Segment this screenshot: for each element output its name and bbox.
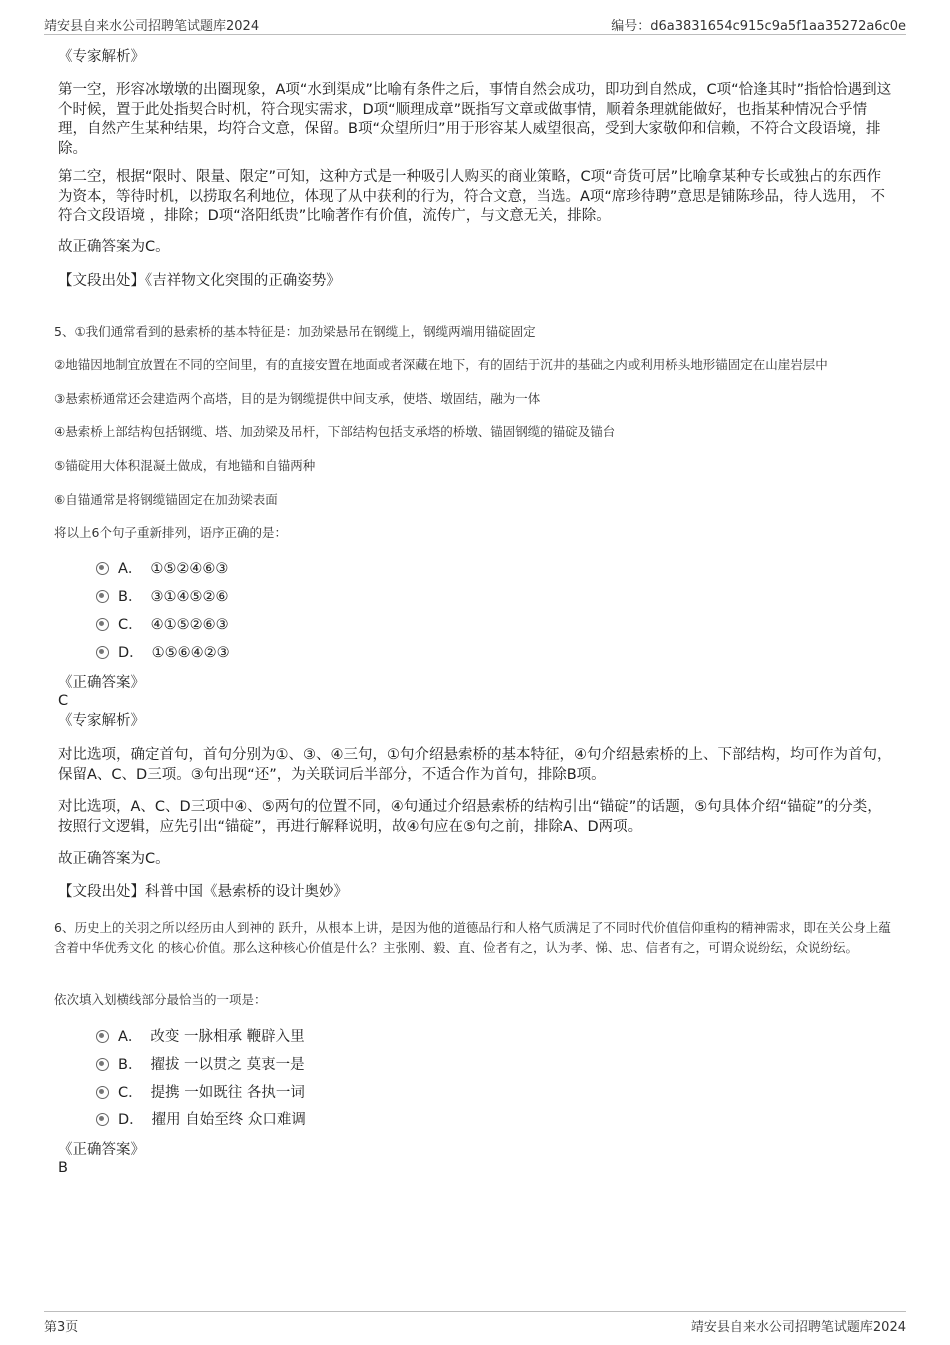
radio-icon[interactable] [96,1030,109,1043]
q5-sentence-3: ③悬索桥通常还会建造两个高塔，目的是为钢缆提供中间支承，使塔、墩固结，融为一体 [54,391,541,406]
q6-answer-label: 《正确答案》 [58,1142,145,1158]
q5-option-b[interactable]: B． ③①④⑤②⑥ [96,588,228,607]
radio-icon[interactable] [96,590,109,603]
q6-option-d[interactable]: D． 擢用 自始至终 众口难调 [96,1111,306,1130]
radio-icon[interactable] [96,1058,109,1071]
q5-answer: C [58,693,69,709]
q4-analysis-label: 《专家解析》 [58,49,145,65]
q6-prompt: 依次填入划横线部分最恰当的一项是： [54,992,267,1007]
q5-option-a[interactable]: A． ①⑤②④⑥③ [96,560,228,579]
footer-page-number: 第3页 [44,1320,79,1335]
q5-source: 【文段出处】科普中国《悬索桥的设计奥妙》 [58,884,348,900]
footer-title: 靖安县自来水公司招聘笔试题库2024 [690,1320,906,1335]
q5-sentence-2: ②地锚因地制宜放置在不同的空间里，有的直接安置在地面或者深藏在地下，有的固结于沉井的基础之内或利用桥头地形锚固定在山崖岩层中 [54,357,828,372]
q5-option-c[interactable]: C． ④①⑤②⑥③ [96,616,229,635]
q6-option-c[interactable]: C． 提携 一如既往 各执一词 [96,1084,305,1103]
q4-conclusion: 故正确答案为C。 [58,239,170,255]
q5-conclusion: 故正确答案为C。 [58,851,170,867]
radio-icon[interactable] [96,1113,109,1126]
q5-sentence-4: ④悬索桥上部结构包括钢缆、塔、加劲梁及吊杆，下部结构包括支承塔的桥墩、锚固钢缆的锚碇及锚台 [54,424,616,439]
q5-analysis-p2: 对比选项，A、C、D三项中④、⑤两句的位置不同，④句通过介绍悬索桥的结构引出“锚碇”的话题，⑤句具体介绍“锚碇”的分类，按照行文逻辑，应先引出“锚碇”，再进行解释说明，故④句应在⑤句之前，排除A、D两项。 [58,799,882,835]
q6-option-a[interactable]: A． 改变 一脉相承 鞭辟入里 [96,1028,305,1047]
q4-analysis-p1: 第一空，形容冰墩墩的出圈现象，A项“水到渠成”比喻有条件之后，事情自然会成功，即功到自然成，C项“恰逢其时”指恰恰遇到这个时候，置于此处指契合时机，符合现实需求，D项“顺理成章”既指写文章或做事情，顺着条理就能做好，也指某种情况合乎情理，自然产生某种结果，均符合文意，保留。B项“众望所归”用于形容某人威望很高，受到大家敬仰和信赖，不符合文段语境，排除。 [58,82,892,157]
radio-icon[interactable] [96,646,109,659]
q4-analysis-p2: 第二空，根据“限时、限量、限定”可知，这种方式是一种吸引人购买的商业策略，C项“奇货可居”比喻拿某种专长或独占的东西作为资本，等待时机，以捞取名利地位，体现了从中获利的行为，符合文意，当选。A项“席珍待聘”意思是铺陈珍品，待人选用， 不符合文段语境 ，排除；D项“洛阳纸贵”比喻著作有价值，流传广，与文意无关，排除。 [58,169,886,224]
q6-stem: 6、历史上的关羽之所以经历由人到神的 跃升，从根本上讲，是因为他的道德品行和人格气质满足了不同时代价值信仰重构的精神需求，即在关公身上蕴含着中华优秀文化 的核心价值。那么这种核心价值是什么？主张刚、毅、直、俭者有之，认为孝、悌、忠、信者有之，可谓众说纷纭，众说纷纭。 [54,920,891,955]
header-title: 靖安县自来水公司招聘笔试题库2024 [44,19,260,34]
radio-icon[interactable] [96,1086,109,1099]
page-footer [44,1311,906,1336]
q5-prompt: 将以上6个句子重新排列，语序正确的是： [54,525,287,540]
q6-answer: B [58,1160,68,1176]
q6-option-b[interactable]: B． 擢拔 一以贯之 莫衷一是 [96,1056,305,1075]
q5-sentence-6: ⑥自锚通常是将钢缆锚固定在加劲梁表面 [54,492,278,507]
q5-analysis-p1: 对比选项，确定首句，首句分别为①、③、④三句，①句介绍悬索桥的基本特征，④句介绍悬索桥的上、下部结构，均可作为首句，保留A、C、D三项。③句出现“还”，为关联词后半部分，不适合作为首句，排除B项。 [58,747,892,783]
header-serial: 编号：d6a3831654c915c9a5f1aa35272a6c0e [611,19,906,34]
q5-sentence-1: 5、①我们通常看到的悬索桥的基本特征是：加劲梁悬吊在钢缆上，钢缆两端用锚碇固定 [54,324,536,339]
q5-option-d[interactable]: D． ①⑤⑥④②③ [96,644,230,663]
q4-source: 【文段出处】《吉祥物文化突围的正确姿势》 [58,273,341,289]
q5-answer-label: 《正确答案》 [58,675,145,691]
q5-sentence-5: ⑤锚碇用大体积混凝土做成，有地锚和自锚两种 [54,458,316,473]
radio-icon[interactable] [96,562,109,575]
radio-icon[interactable] [96,618,109,631]
q5-analysis-label: 《专家解析》 [58,713,145,729]
